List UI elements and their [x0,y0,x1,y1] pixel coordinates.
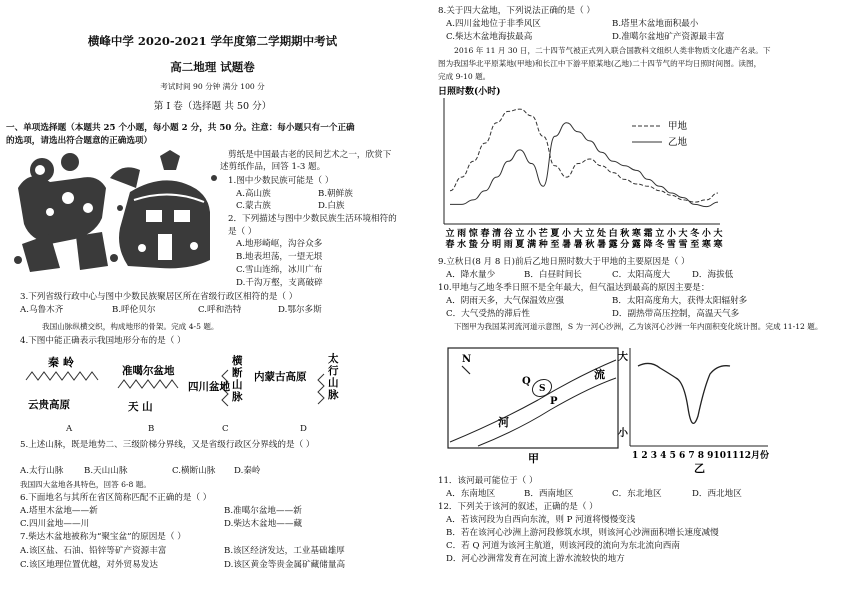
river-text-flow: 流 [594,368,605,381]
q6-option-b[interactable]: B.准噶尔盆地——新 [224,506,302,516]
q2-option-a[interactable]: A.地形崎岖，沟谷众多 [236,239,323,249]
q5-option-b[interactable]: B.天山山脉 [84,466,128,476]
q11-option-a[interactable]: A．东南地区 [446,489,496,499]
solar-term-row1-2: 惊 [468,229,478,239]
intro-910-2: 图为我国华北平原某地(甲地)和长江中下游平原某地(乙地)二十四节气的平均日照时间图。读图， [438,59,762,68]
solar-term-row1-1: 雨 [457,229,467,239]
svg-text:山: 山 [328,377,339,389]
caption-yi: 乙 [694,462,705,474]
solar-term-row1-10: 小 [562,229,572,239]
solar-term-row1-20: 大 [678,229,688,239]
sandbar-area-curve [638,363,730,423]
solar-term-row1-22: 小 [701,229,711,239]
legend-label-jia: 甲地 [668,121,688,132]
solar-term-row2-11: 暑 [573,240,583,250]
solar-term-row1-17: 霜 [643,229,653,239]
q9-stem: 9.立秋日(8 月 8 日)前后乙地日照时数大于甲地的主要原因是（ ） [438,257,690,267]
solar-term-row2-21: 至 [690,240,700,250]
solar-term-row2-12: 秋 [585,240,595,250]
solar-term-row2-13: 暑 [596,240,606,250]
q11-option-d[interactable]: D．西北地区 [692,489,742,499]
axis-big: 大 [618,352,628,363]
q2-option-b[interactable]: B.地表坦荡，一望无垠 [236,252,323,262]
terrain-label-b: B [148,424,155,434]
q12-stem: 12．下列关于该河的叙述，正确的是（ ） [438,502,598,512]
solar-term-row1-21: 冬 [690,229,700,239]
q1-option-c[interactable]: C.蒙古族 [236,201,271,211]
solar-term-row2-16: 露 [631,240,641,250]
section1-heading-2: 的选项，请选出符合题意的正确选项） [6,136,153,146]
solar-term-row1-0: 立 [445,229,455,239]
terrain-c-right-1: 横 [232,355,243,367]
q2-option-d[interactable]: D.千沟万壑，支离破碎 [236,278,323,288]
q6-option-a[interactable]: A.塔里木盆地——新 [20,506,98,516]
q5-option-d[interactable]: D.秦岭 [234,466,261,476]
months-axis: 1 2 3 4 5 6 7 8 9101112月份 [632,451,769,461]
q8-option-a[interactable]: A.四川盆地位于非季风区 [446,19,541,29]
intro-45: 我国山脉纵横交织，构成地形的骨架。完成 4-5 题。 [42,322,219,331]
solar-term-row1-19: 小 [666,229,676,239]
solar-term-row1-5: 谷 [503,229,513,239]
terrain-d-right-1: 太 [328,353,339,365]
solar-term-row2-19: 雪 [666,240,676,250]
solar-term-row1-3: 春 [480,229,490,239]
solar-term-row2-18: 冬 [655,240,665,250]
q10-option-d[interactable]: D．副热带高压控制，高温天气多 [612,309,740,319]
paper-cut-image [10,148,220,276]
solar-term-row2-10: 暑 [562,240,572,250]
q8-option-b[interactable]: B.塔里木盆地面积最小 [612,19,699,29]
solar-term-row2-15: 分 [620,240,630,250]
q8-stem: 8.关于四大盆地，下列说法正确的是（ ） [438,6,596,16]
q10-option-a[interactable]: A．阴雨天多，大气保温效应强 [446,296,564,306]
q7-option-d[interactable]: D.该区黄金等贵金属矿藏储量高 [224,560,346,570]
axis-small: 小 [618,428,628,439]
volume-title: 第 Ⅰ 卷（选择题 共 50 分） [153,101,272,112]
solar-term-row2-4: 明 [492,240,502,250]
solar-term-row2-22: 寒 [701,240,711,250]
intro-paper-cut-2: 述剪纸作品，回答 1-3 题。 [220,162,326,172]
terrain-label-d: D [300,424,307,434]
q2-stem-2: 是（ ） [228,227,257,237]
solar-term-row2-17: 降 [643,240,653,250]
q9-option-d[interactable]: D．海拔低 [692,270,734,280]
label-s: S [539,384,546,394]
terrain-figure [18,350,358,426]
terrain-b-bottom: 天 山 [128,401,153,413]
q10-option-b[interactable]: B．太阳高度角大，获得太阳辐射多 [612,296,748,306]
solar-term-row1-23: 大 [713,229,723,239]
q6-stem: 6.下面地名与其所在省区简称匹配不正确的是（ ） [20,493,212,503]
q12-option-a[interactable]: A．若该河段为自西向东流，则 P 河道将慢慢变浅 [446,515,636,525]
svg-text:脉: 脉 [328,389,339,401]
river-map-frame [448,348,618,448]
q1-option-d[interactable]: D.白族 [318,201,345,211]
section1-heading: 一、单项选择题（本题共 25 个小题，每小题 2 分，共 50 分。注意：每小题只有一个正确 [6,123,355,133]
q8-option-d[interactable]: D.准噶尔盆地矿产资源最丰富 [612,32,725,42]
chart-ylabel: 日照时数(小时) [438,87,501,97]
q5-stem: 5.上述山脉，既是地势二、三级阶梯分界线，又是省级行政区分界线的是（ ） [20,440,315,450]
q4-stem: 4.下图中能正确表示我国地形分布的是（ ） [20,336,186,346]
solar-term-row1-18: 立 [655,229,665,239]
q7-option-c[interactable]: C.该区地理位置优越，对外贸易发达 [20,560,158,570]
solar-term-row2-1: 水 [457,240,467,250]
q6-option-d[interactable]: D.柴达木盆地——藏 [224,519,303,529]
solar-term-row1-4: 清 [492,229,502,239]
solar-term-row2-20: 雪 [678,240,688,250]
q6-option-c[interactable]: C.四川盆地——川 [20,519,90,529]
solar-term-row2-23: 寒 [713,240,723,250]
river-figure [438,338,858,474]
q7-stem: 7.柴达木盆地被称为“聚宝盆”的原因是（ ） [20,532,186,542]
solar-term-row2-7: 满 [527,240,537,250]
q3-option-c[interactable]: C.呼和浩特 [198,305,242,315]
q10-stem: 10.甲地与乙地冬季日照不是全年最大，但气温达到最高的原因主要是： [438,283,710,293]
q12-option-b[interactable]: B．若在该河心沙洲上游河段修筑水坝，则该河心沙洲面积增长速度减慢 [446,528,719,538]
caption-jia: 甲 [528,452,539,465]
terrain-a-top: 秦 岭 [48,356,74,369]
q9-option-a[interactable]: A．降水量少 [446,270,496,280]
legend-label-yi: 乙地 [668,137,688,148]
exam-subtitle: 高二地理 试题卷 [170,60,255,74]
north-arrow-label: N [462,354,472,365]
q2-option-c[interactable]: C.雪山连绵，冰川广布 [236,265,323,275]
svg-text:行: 行 [328,365,339,377]
terrain-c-left: 四川盆地 [188,381,230,393]
q3-option-d[interactable]: D.鄂尔多斯 [278,305,322,315]
q10-option-c[interactable]: C．大气受热的滞后性 [446,309,530,319]
intro-paper-cut-1: 剪纸是中国最古老的民间艺术之一，欣赏下 [228,150,392,160]
q8-option-c[interactable]: C.柴达木盆地海拔最高 [446,32,533,42]
q11-option-b[interactable]: B．西南地区 [524,489,574,499]
q1-option-b[interactable]: B.朝鲜族 [318,189,353,199]
solar-term-row2-14: 露 [608,240,618,250]
intro-910-1: 2016 年 11 月 30 日，二十四节气被正式列入联合国教科文组织人类非物质文化遗产名录。下 [454,46,771,55]
chart-legend [632,120,688,148]
q1-option-a[interactable]: A.高山族 [236,189,271,199]
solar-term-row2-8: 种 [538,240,548,250]
q5-option-c[interactable]: C.横断山脉 [172,466,216,476]
q11-option-c[interactable]: C．东北地区 [612,489,662,499]
q7-option-b[interactable]: B.该区经济发达，工业基础雄厚 [224,546,345,556]
solar-term-row2-2: 蛰 [468,240,478,250]
solar-term-row1-16: 寒 [631,229,641,239]
terrain-a-left: 云贵高原 [28,399,70,411]
label-p: P [550,396,558,407]
terrain-label-c: C [222,424,229,434]
q12-option-c[interactable]: C．若 Q 河道为该河主航道，则该河段的流向为东北流向西南 [446,541,680,551]
solar-term-row1-12: 立 [585,229,595,239]
q1-stem: 1.图中少数民族可能是（ ） [228,176,334,186]
svg-text:断: 断 [232,367,243,379]
exam-title: 横峰中学 2020-2021 学年度第二学期期中考试 [87,34,338,48]
solar-term-row1-7: 小 [527,229,537,239]
solar-term-row1-15: 秋 [620,229,630,239]
time-score: 考试时间 90 分钟 满分 100 分 [160,82,265,91]
q11-stem: 11．该河最可能位于（ ） [438,476,538,486]
terrain-b-top: 准噶尔盆地 [122,365,175,377]
q3-option-a[interactable]: A.乌鲁木齐 [20,305,64,315]
solar-term-row2-5: 雨 [503,240,513,250]
q7-option-a[interactable]: A.该区盐、石油、铅锌等矿产资源丰富 [20,546,167,556]
q3-stem: 3.下列省级行政中心与图中少数民族聚居区所在省级行政区相符的是（ ） [20,292,298,302]
q9-option-c[interactable]: C．太阳高度大 [612,270,671,280]
q9-option-b[interactable]: B．白昼时间长 [524,270,582,280]
solar-term-row1-13: 处 [596,229,606,239]
intro-1112: 下图甲为我国某河流河道示意图，S 为一河心沙洲，乙为该河心沙洲一年内面积变化统计图。完成 11-12 题。 [454,322,823,331]
q3-option-b[interactable]: B.呼伦贝尔 [112,305,156,315]
intro-910-3: 完成 9-10 题。 [438,72,491,81]
solar-term-row2-6: 夏 [515,240,525,250]
svg-text:山: 山 [232,379,243,391]
terrain-label-a: A [66,424,73,434]
q5-option-a[interactable]: A.太行山脉 [20,466,64,476]
solar-term-row1-14: 白 [608,229,618,239]
solar-term-row2-9: 至 [550,240,560,250]
terrain-d-left: 内蒙古高原 [254,371,307,383]
solar-term-row1-9: 夏 [550,229,560,239]
q12-option-d[interactable]: D．河心沙洲常发育在河流上游水流较快的地方 [446,554,625,564]
solar-term-row1-6: 立 [515,229,525,239]
solar-term-row1-11: 大 [573,229,583,239]
q2-stem-1: 2．下列描述与图中少数民族生活环境相符的 [228,214,397,224]
sunshine-chart [438,84,738,256]
intro-68: 我国四大盆地各具特色，回答 6-8 题。 [20,480,151,489]
label-q: Q [522,376,531,387]
river-text-river: 河 [498,416,509,429]
solar-term-row1-8: 芒 [538,229,548,239]
svg-text:脉: 脉 [232,391,243,403]
solar-term-row2-3: 分 [480,240,490,250]
solar-term-row2-0: 春 [445,240,455,250]
